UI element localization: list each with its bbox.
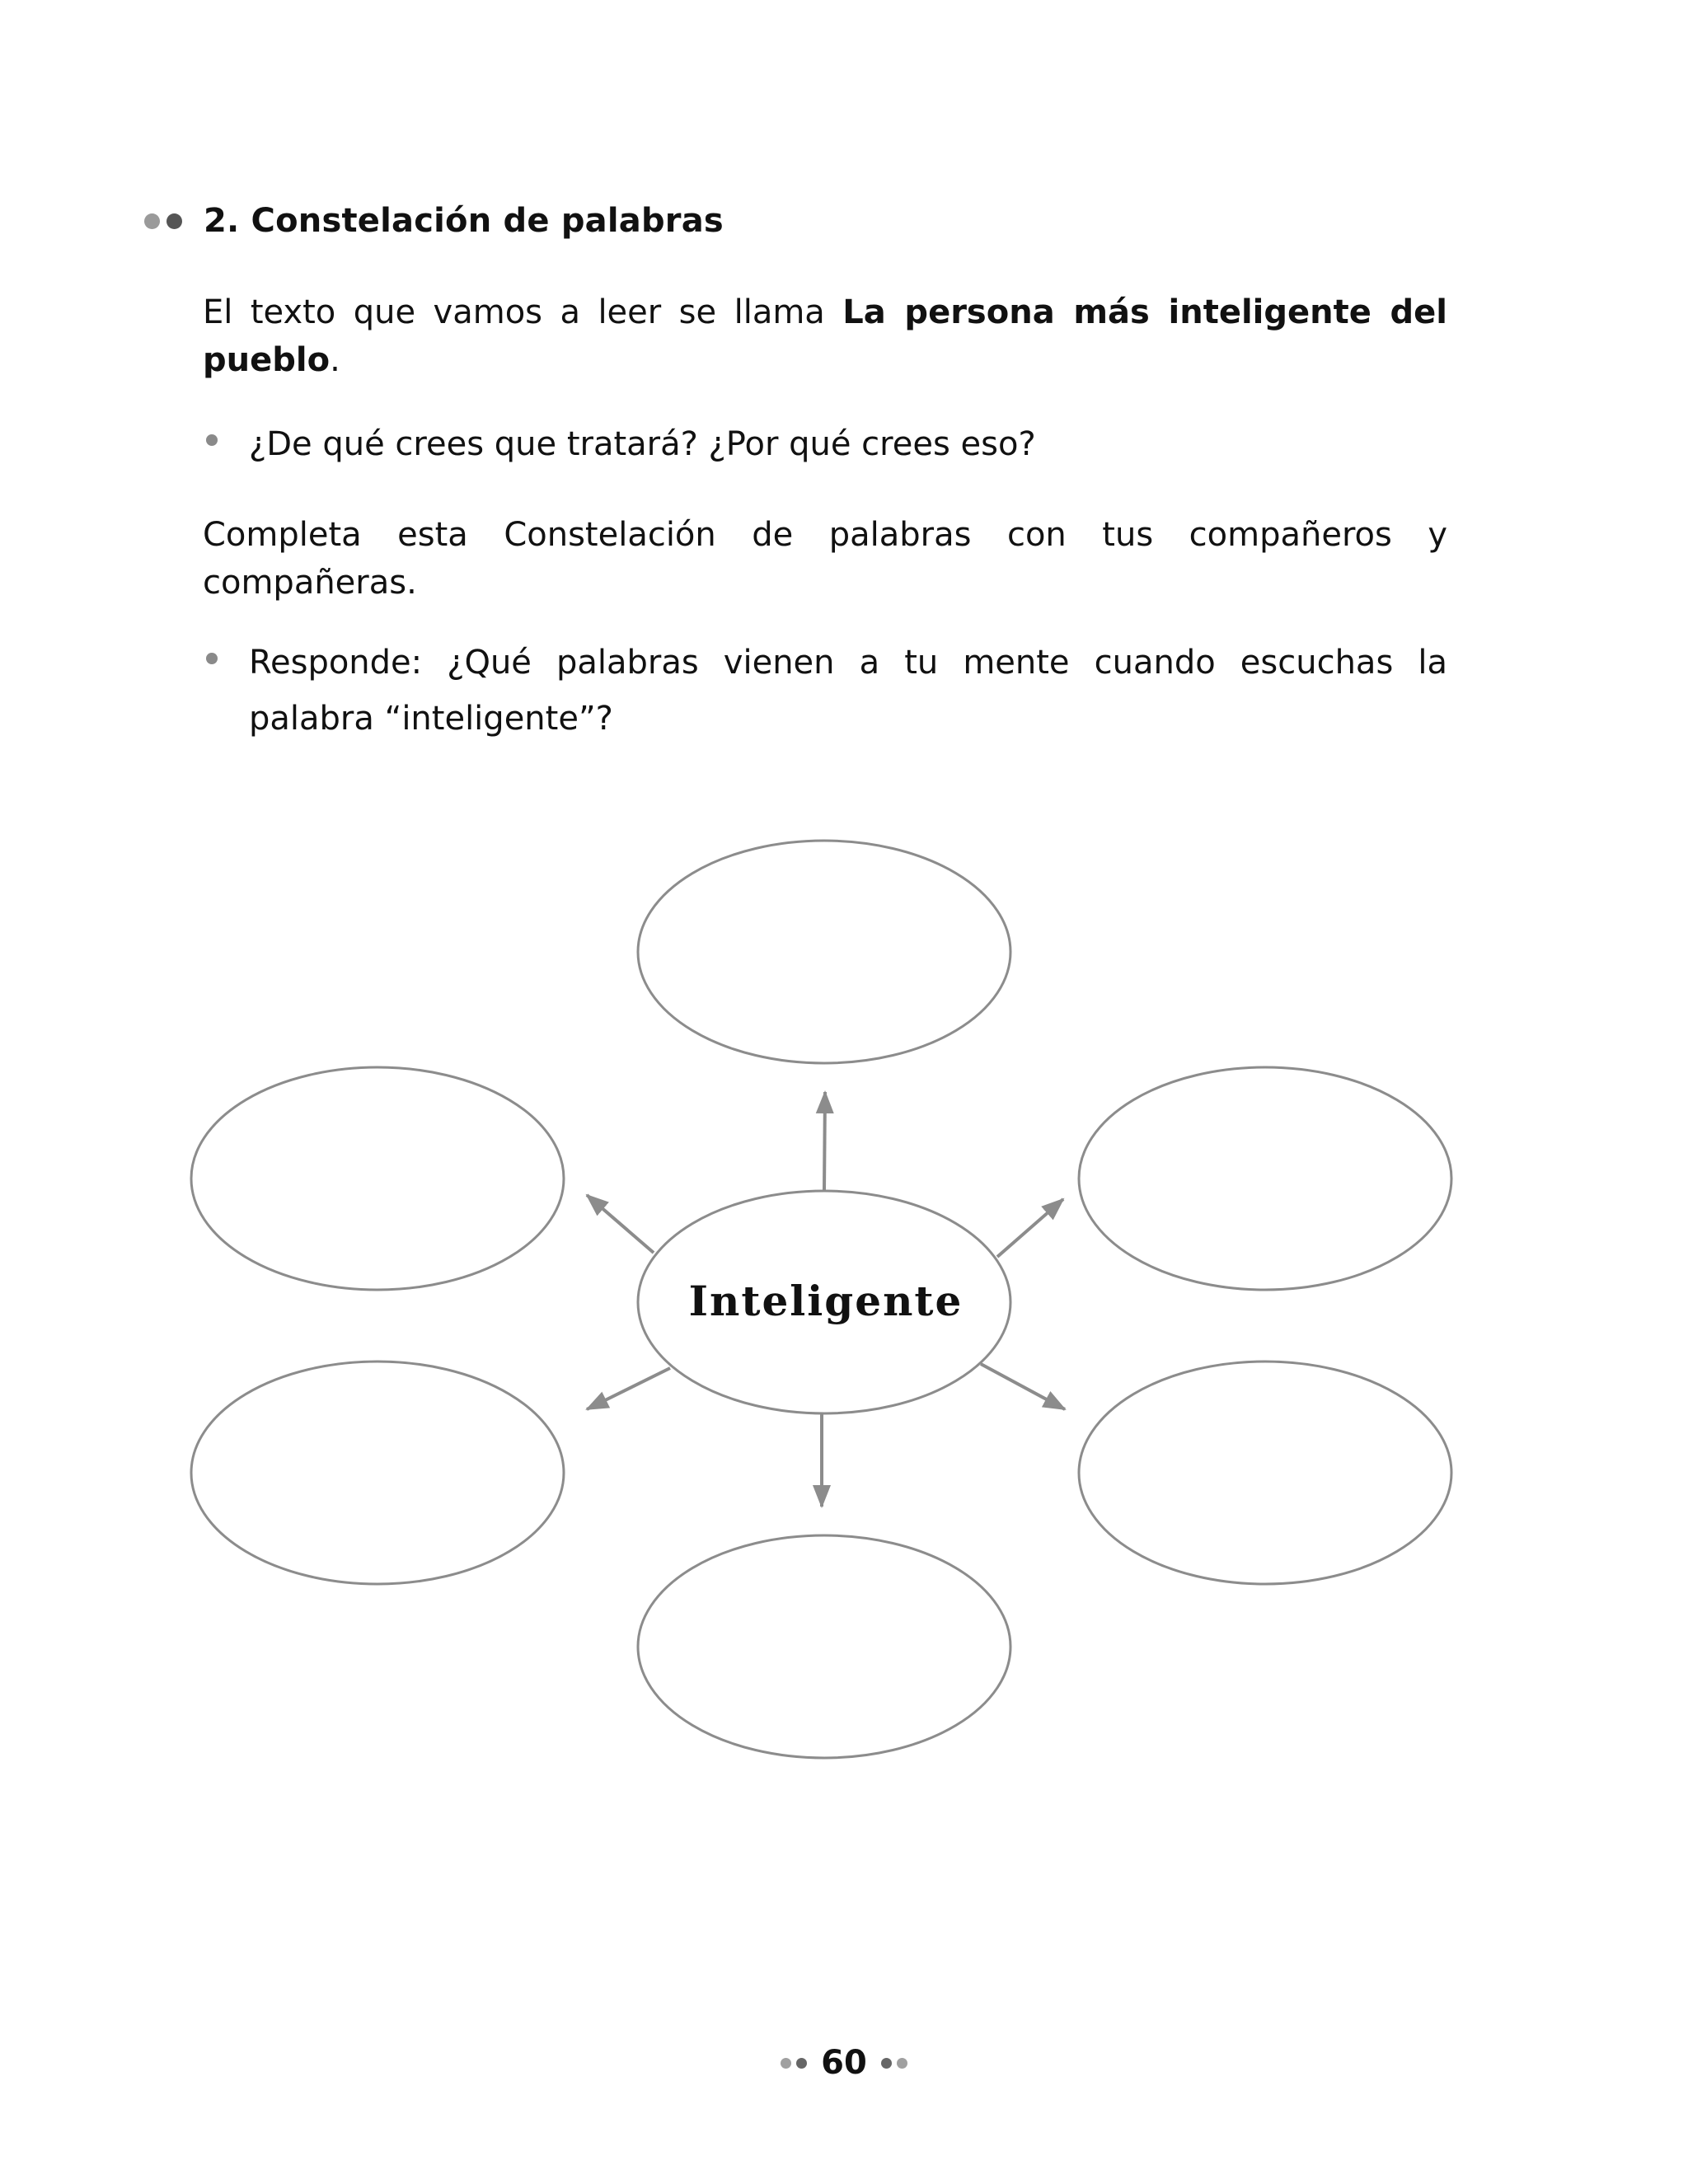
page-number: 60 [821, 2044, 867, 2082]
bullet-text-2: Responde: ¿Qué palabras vienen a tu mente cuando escuchas la palabra “inteligente”? [249, 644, 1447, 738]
dot-light-icon [781, 2058, 791, 2069]
dot-light-icon [897, 2058, 907, 2069]
page-footer [0, 2044, 1688, 2082]
arrow-to-top [824, 1092, 825, 1190]
arrow-to-lower-right [981, 1364, 1065, 1409]
arrow-to-lower-left [587, 1368, 670, 1409]
outer-bubble-lower-right[interactable] [1079, 1361, 1451, 1584]
arrow-to-upper-left [587, 1195, 654, 1253]
center-word-label: Inteligente [688, 1277, 964, 1325]
intro-period: . [330, 341, 340, 379]
footer-dots-right-icon [879, 2058, 910, 2069]
footer-dots-left-icon [778, 2058, 809, 2069]
outer-bubble-top[interactable] [638, 841, 1010, 1063]
dot-dark-icon [796, 2058, 807, 2069]
story-title: La persona más inteligente del pueblo [203, 293, 1448, 379]
outer-bubble-upper-right[interactable] [1079, 1067, 1451, 1290]
instruction-paragraph: Completa esta Constelación de palabras con tus compañeros y compañeras. [203, 516, 1447, 602]
bullet-text-1: ¿De qué crees que tratará? ¿Por qué crees eso? [249, 425, 1036, 463]
outer-bubble-bottom[interactable] [638, 1535, 1010, 1758]
intro-text: El texto que vamos a leer se llama [203, 293, 843, 331]
dot-dark-icon [881, 2058, 892, 2069]
outer-bubble-lower-left[interactable] [191, 1361, 564, 1584]
arrow-to-upper-right [997, 1199, 1063, 1257]
heading-title: 2. Constelación de palabras [204, 202, 724, 240]
outer-bubble-upper-left[interactable] [191, 1067, 564, 1290]
